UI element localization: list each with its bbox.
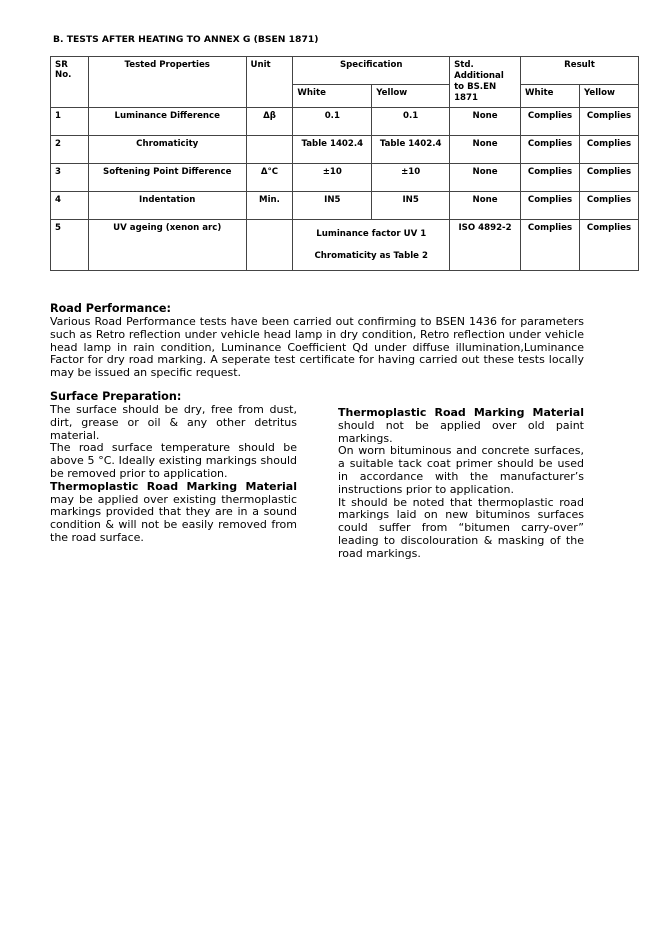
surface-prep-left-column xyxy=(50,404,297,545)
surface-prep-right-column xyxy=(338,407,584,561)
header-result-white: White xyxy=(521,84,580,107)
material-name-bold: Thermoplastic Road Marking Material xyxy=(50,479,297,493)
cell-unit: Min. xyxy=(246,192,293,220)
spec-luminance-factor: Luminance factor UV 1 xyxy=(316,229,427,239)
cell-unit: Δβ xyxy=(246,108,293,136)
cell-property: Luminance Difference xyxy=(88,108,246,136)
cell-spec-white: IN5 xyxy=(293,192,372,220)
cell-sr: 1 xyxy=(51,108,89,136)
cell-unit: Δ°C xyxy=(246,164,293,192)
cell-spec-white: ±10 xyxy=(293,164,372,192)
cell-spec-yellow: Table 1402.4 xyxy=(372,136,450,164)
cell-sr: 4 xyxy=(51,192,89,220)
road-performance-heading: Road Performance: xyxy=(50,302,171,315)
table-row xyxy=(51,108,639,136)
cell-result-white: Complies xyxy=(521,192,580,220)
cell-std: None xyxy=(450,192,521,220)
header-unit: Unit xyxy=(246,57,293,108)
cell-spec-uv xyxy=(293,220,450,271)
old-paint-note: Thermoplastic Road Marking Material should not be applied over old paint markings. xyxy=(338,406,584,445)
cell-unit xyxy=(246,136,293,164)
cell-result-yellow: Complies xyxy=(579,164,638,192)
header-sr-no: SR No. xyxy=(51,57,89,108)
cell-spec-yellow: IN5 xyxy=(372,192,450,220)
table-row xyxy=(51,192,639,220)
cell-sr: 3 xyxy=(51,164,89,192)
cell-property: Indentation xyxy=(88,192,246,220)
road-performance-text: Various Road Performance tests have been carried out confirming to BSEN 1436 for parameters such as Retro reflection under vehicle head lamp in dry condition, Retro reflection under vehicle head lamp in rain condition, Luminance Coefficient Qd under diffuse illumination,Luminance Factor for dry road marking. A seperate test certificate for having carried out these tests locally may be issued an specific request. xyxy=(50,315,584,380)
cell-spec-yellow: 0.1 xyxy=(372,108,450,136)
surface-prep-dry-text: The surface should be dry, free from dust, dirt, grease or oil & any other detritus material. xyxy=(50,403,297,442)
table-row xyxy=(51,164,639,192)
cell-result-yellow: Complies xyxy=(579,192,638,220)
cell-sr: 5 xyxy=(51,220,89,271)
cell-result-white: Complies xyxy=(521,136,580,164)
header-result-yellow: Yellow xyxy=(579,84,638,107)
cell-std: None xyxy=(450,136,521,164)
cell-result-white: Complies xyxy=(521,164,580,192)
cell-result-yellow: Complies xyxy=(579,108,638,136)
cell-spec-white: 0.1 xyxy=(293,108,372,136)
table-row xyxy=(51,136,639,164)
table-row xyxy=(51,220,639,271)
cell-sr: 2 xyxy=(51,136,89,164)
cell-std: None xyxy=(450,108,521,136)
header-tested-properties: Tested Properties xyxy=(88,57,246,108)
cell-result-yellow: Complies xyxy=(579,220,638,271)
material-name-bold: Thermoplastic Road Marking Material xyxy=(338,406,584,419)
cell-std: None xyxy=(450,164,521,192)
section-title: B. TESTS AFTER HEATING TO ANNEX G (BSEN 1871) xyxy=(53,34,319,45)
cell-spec-yellow: ±10 xyxy=(372,164,450,192)
surface-prep-existing-markings: Thermoplastic Road Marking Material may be applied over existing thermoplastic markings provided that they are in a sound condition & will not be easily removed from the road surface. xyxy=(50,479,297,544)
cell-property: Chromaticity xyxy=(88,136,246,164)
cell-result-white: Complies xyxy=(521,220,580,271)
surface-prep-heading: Surface Preparation: xyxy=(50,390,182,403)
bitumen-carry-over-note: It should be noted that thermoplastic road markings laid on new bituminos surfaces could suffer from “bitumen carry-over” leading to discolouration & masking of the road markings. xyxy=(338,495,584,560)
worn-surface-note: On worn bituminous and concrete surfaces, a suitable tack coat primer should be used in accordance with the manufacturer’s instructions prior to application. xyxy=(338,444,584,496)
test-results-table xyxy=(50,56,639,271)
cell-spec-white: Table 1402.4 xyxy=(293,136,372,164)
spec-chromaticity: Chromaticity as Table 2 xyxy=(314,251,428,261)
cell-property: UV ageing (xenon arc) xyxy=(88,220,246,271)
cell-property: Softening Point Difference xyxy=(88,164,246,192)
cell-std: ISO 4892-2 xyxy=(450,220,521,271)
header-std-additional: Std. Additional to BS.EN 1871 xyxy=(450,57,521,108)
cell-unit xyxy=(246,220,293,271)
header-spec-white: White xyxy=(293,84,372,107)
surface-prep-temperature-text: The road surface temperature should be above 5 °C. Ideally existing markings should be removed prior to application. xyxy=(50,441,297,480)
cell-result-white: Complies xyxy=(521,108,580,136)
header-spec-yellow: Yellow xyxy=(372,84,450,107)
header-result: Result xyxy=(521,57,639,85)
header-specification: Specification xyxy=(293,57,450,85)
cell-result-yellow: Complies xyxy=(579,136,638,164)
